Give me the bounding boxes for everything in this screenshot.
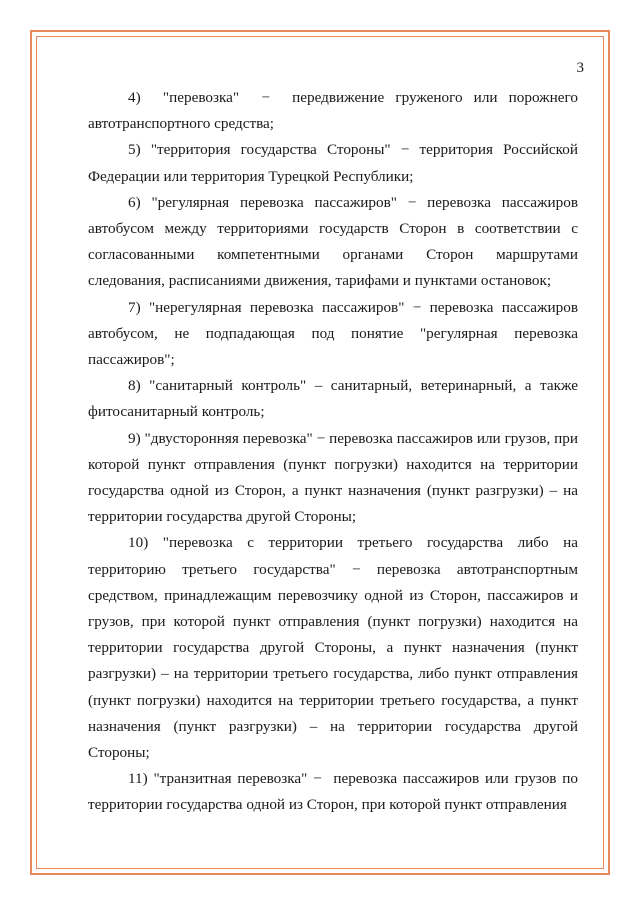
paragraph-definition-8: 8) "санитарный контроль" – санитарный, ветеринарный, а также фитосанитарный контроль; xyxy=(88,377,578,421)
paragraph-definition-4: 4) "перевозка" − передвижение груженого или порожнего автотранспортного средства; xyxy=(88,89,578,133)
paragraph-definition-11: 11) "транзитная перевозка" − перевозка пассажиров или грузов по территории государства одной из Сторон, при которой пункт отправления xyxy=(88,770,578,814)
document-body xyxy=(88,85,578,819)
paragraph-definition-6: 6) "регулярная перевозка пассажиров" − перевозка пассажиров автобусом между территориями государств Сторон в соответствии с согласованными компетентными органами Сторон маршрутами следования, расписаниями движения, тарифами и пунктами остановок; xyxy=(88,193,578,290)
paragraph-definition-5: 5) "территория государства Стороны" − территория Российской Федерации или территория Турецкой Республики; xyxy=(88,141,578,185)
paragraph-definition-9: 9) "двусторонняя перевозка" − перевозка пассажиров или грузов, при которой пункт отправления (пункт погрузки) находится на территории государства одной из Сторон, а пункт назначения (пункт разгрузки) – на территории государства другой Стороны; xyxy=(88,429,578,526)
paragraph-definition-10: 10) "перевозка с территории третьего государства либо на территорию третьего государства" − перевозка автотранспортным средством, принадлежащим перевозчику одной из Сторон, пассажиров и грузов, при которой пункт отправления (пункт погрузки) находится на территории государства другой Стороны, а пункт назначения (пункт разгрузки) – на территории третьего государства, либо пункт отправления (пункт погрузки) находится на территории третьего государства, а пункт назначения (пункт разгрузки) – на территории государства другой Стороны; xyxy=(88,534,578,762)
paragraph-definition-7: 7) "нерегулярная перевозка пассажиров" − перевозка пассажиров автобусом, не подпадающая под понятие "регулярная перевозка пассажиров"; xyxy=(88,298,578,369)
page-number: 3 xyxy=(576,60,584,76)
